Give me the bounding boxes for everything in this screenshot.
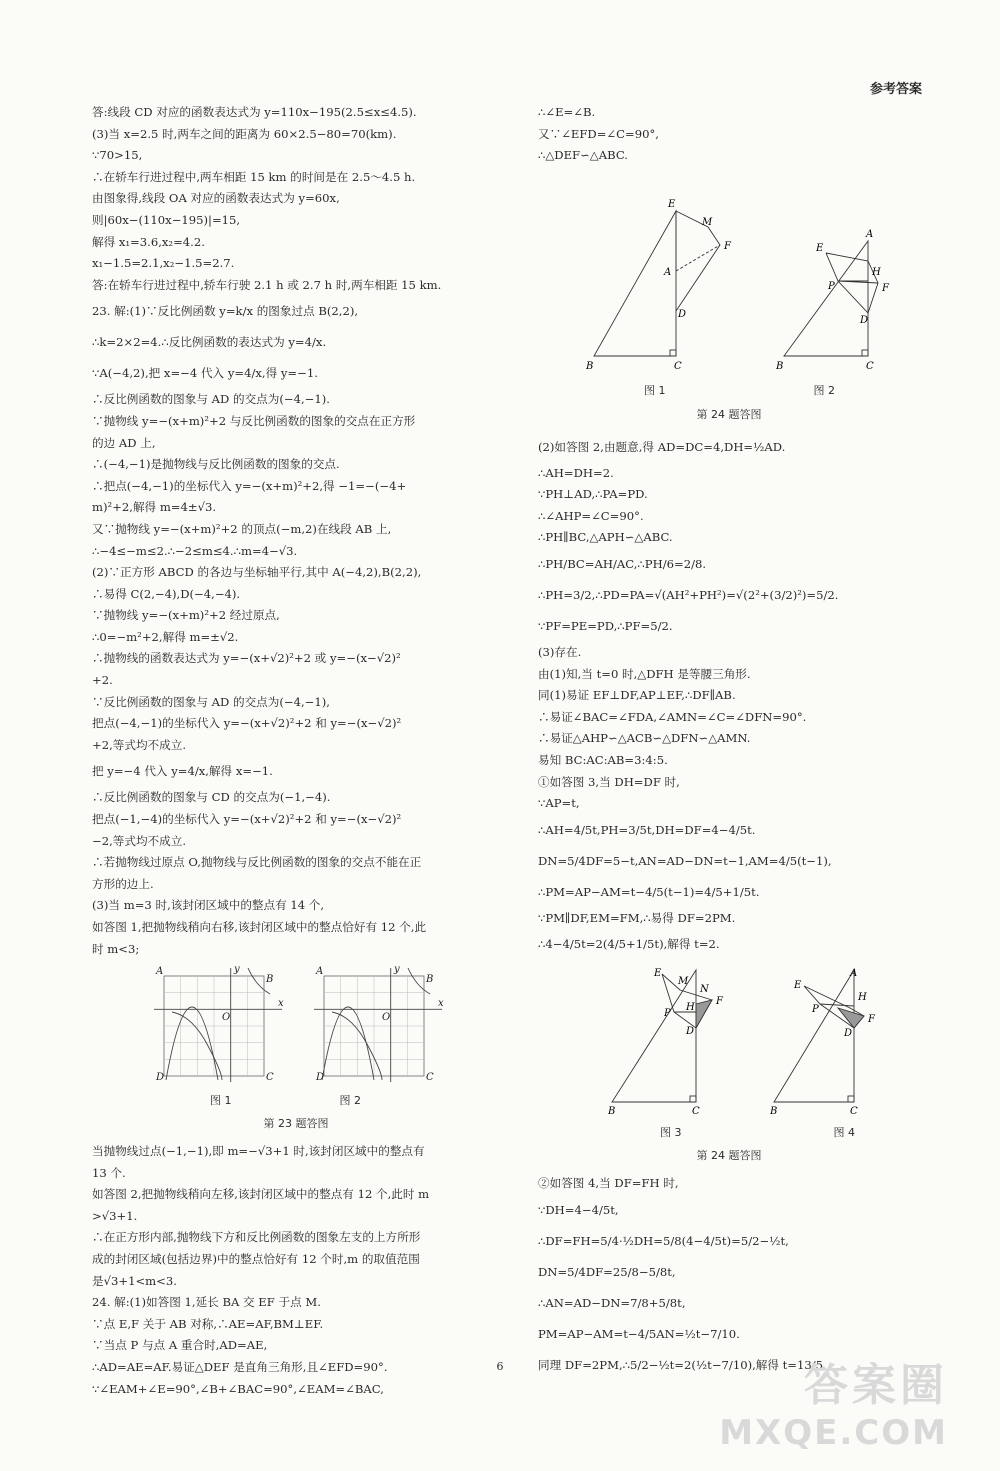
figure-24-bottom-caption: 第 24 题答图 — [696, 1149, 762, 1163]
fig2-label-O: O — [382, 1012, 391, 1024]
text-line: ∴反比例函数的图象与 CD 的交点为(−1,−4). — [92, 790, 331, 805]
fig24-3-label-N: N — [700, 984, 709, 996]
fig2-label-A: A — [316, 966, 324, 978]
right-text-block-a — [538, 102, 920, 167]
text-line: ∴抛物线的函数表达式为 y=−(x+√2)²+2 或 y=−(x−√2)² — [92, 651, 401, 666]
fig1-label-O: O — [222, 1012, 231, 1024]
left-column — [92, 102, 500, 1400]
fig24-4-label-D: D — [844, 1028, 853, 1040]
text-line: ∴AD=AE=AF.易证△DEF 是直角三角形,且∠EFD=90°. — [92, 1359, 388, 1374]
text-line: (3)存在. — [538, 644, 582, 659]
text-line: ②如答图 4,当 DF=FH 时, — [538, 1176, 679, 1191]
fig2-label-y: y — [394, 964, 400, 976]
text-line: ∴4−4/5t=2(4/5+1/5t),解得 t=2. — [538, 937, 720, 952]
text-line: +2,等式均不成立. — [92, 737, 187, 752]
text-line: ∴反比例函数的图象与 AD 的交点为(−4,−1). — [92, 392, 330, 407]
graph-fig1 — [154, 968, 282, 1082]
text-line: ∴易证∠BAC=∠FDA,∠AMN=∠C=∠DFN=90°. — [538, 709, 807, 724]
fig24-4-label-A: A — [850, 968, 858, 980]
figure-24-top-graphs — [538, 171, 918, 381]
text-line: ∴0=−m²+2,解得 m=±√2. — [92, 629, 239, 644]
page-header-title: 参考答案 — [869, 82, 922, 97]
text-line: ∴在正方形内部,抛物线下方和反比例函数的图象左支的上方所形 — [92, 1230, 421, 1245]
text-line: 同理 DF=2PM,∴5/2−½t=2(½t−7/10),解得 t=13/5. — [538, 1357, 827, 1372]
text-line: ∴−4≤−m≤2.∴−2≤m≤4.∴m=4−√3. — [92, 543, 298, 558]
site-watermark — [719, 1349, 948, 1453]
fig1-label-C: C — [266, 1072, 274, 1083]
text-line: ∴(−4,−1)是抛物线与反比例函数的图象的交点. — [92, 457, 340, 472]
text-line: ∴在轿车行进过程中,两车相距 15 km 的时间是在 2.5～4.5 h. — [92, 169, 416, 184]
fig24-3-label-B: B — [608, 1106, 616, 1115]
text-line: ∴∠E=∠B. — [538, 105, 596, 119]
text-line: ∴PH=3/2,∴PD=PA=√(AH²+PH²)=√(2²+(3/2)²)=5/2. — [538, 587, 839, 602]
text-line: 把点(−4,−1)的坐标代入 y=−(x+√2)²+2 和 y=−(x−√2)² — [92, 716, 402, 731]
fig1-label-B: B — [266, 974, 274, 986]
text-line: 成的封闭区域(包括边界)中的整点恰好有 12 个时,m 的取值范围 — [92, 1251, 420, 1266]
text-line: ∴若抛物线过原点 O,抛物线与反比例函数的图象的交点不能在正 — [92, 855, 422, 870]
text-line: 又∵∠EFD=∠C=90°, — [538, 126, 659, 141]
fig24-2-label-P: P — [828, 280, 835, 292]
fig2-label-x: x — [438, 998, 444, 1010]
text-line: ∵反比例函数的图象与 AD 的交点为(−4,−1), — [92, 694, 330, 709]
text-line: +2. — [92, 673, 113, 688]
fig24-4-label-B: B — [770, 1106, 778, 1115]
fig24-1-label-A: A — [664, 266, 672, 278]
text-line: x₁−1.5=2.1,x₂−1.5=2.7. — [92, 256, 235, 271]
fig24-4-label-E: E — [794, 980, 802, 992]
fig24-1-label-D: D — [678, 308, 687, 320]
text-line: ∴∠AHP=∠C=90°. — [538, 508, 644, 523]
fig24-2-label-A: A — [866, 228, 874, 240]
text-line: 如答图 1,把抛物线稍向右移,该封闭区域中的整点恰好有 12 个,此 — [92, 920, 427, 934]
text-line: ∵PH⊥AD,∴PA=PD. — [538, 487, 648, 502]
text-line: ∵AP=t, — [538, 796, 580, 811]
fig2-label-D: D — [316, 1072, 325, 1083]
fig24-4-label-C: C — [850, 1106, 858, 1115]
text-line: ∵∠EAM+∠E=90°,∠B+∠BAC=90°,∠EAM=∠BAC, — [92, 1381, 384, 1396]
text-line: 23. 解:(1)∵反比例函数 y=k/x 的图象过点 B(2,2), — [92, 304, 359, 319]
graph-fig2 — [314, 968, 442, 1082]
figure-24-bottom-graphs — [538, 964, 918, 1114]
fig24-2-label-F: F — [882, 282, 889, 294]
fig24-2-label-C: C — [866, 360, 874, 372]
text-line: ∵A(−4,2),把 x=−4 代入 y=4/x,得 y=−1. — [92, 366, 318, 381]
text-line: >√3+1. — [92, 1208, 138, 1223]
fig24-2-label-D: D — [860, 314, 869, 326]
text-line: ∴AH=DH=2. — [538, 465, 614, 480]
text-line: ∴易得 C(2,−4),D(−4,−4). — [92, 586, 241, 601]
text-line: (3)当 x=2.5 时,两车之间的距离为 60×2.5−80=70(km). — [92, 126, 397, 141]
text-line: DN=5/4DF=25/8−5/8t, — [538, 1264, 676, 1279]
fig23-2-label: 图 2 — [339, 1093, 361, 1107]
fig24-2-label-B: B — [776, 360, 784, 372]
text-line: ∵PM∥DF,EM=FM,∴易得 DF=2PM. — [538, 910, 736, 925]
fig23-1-label: 图 1 — [210, 1093, 232, 1107]
text-line: (2)∵正方形 ABCD 的各边与坐标轴平行,其中 A(−4,2),B(2,2), — [92, 565, 422, 580]
fig24-3-label-M: M — [678, 976, 689, 988]
text-line: 把点(−1,−4)的坐标代入 y=−(x+√2)²+2 和 y=−(x−√2)² — [92, 812, 402, 827]
figure-23-caption: 第 23 题答图 — [263, 1117, 329, 1131]
text-line: ∵DH=4−4/5t, — [538, 1202, 619, 1217]
text-line: ∵PF=PE=PD,∴PF=5/2. — [538, 618, 673, 633]
fig24-1-label-F: F — [724, 240, 731, 252]
text-line: 同(1)易证 EF⊥DF,AP⊥EF,∴DF∥AB. — [538, 688, 736, 703]
fig24-1-label-C: C — [674, 360, 682, 372]
fig24-4-label-P: P — [812, 1004, 819, 1016]
text-line: ∵抛物线 y=−(x+m)²+2 与反比例函数的图象的交点在正方形 — [92, 413, 416, 428]
figure-23-graphs — [152, 964, 452, 1082]
fig1-label-A: A — [156, 966, 164, 978]
figure-24-bottom — [538, 964, 920, 1143]
text-line: 是√3+1<m<3. — [92, 1273, 177, 1288]
right-column — [538, 102, 920, 1381]
fig24-2-caption: 图 2 — [813, 384, 835, 398]
fig24-1-label-B: B — [586, 360, 594, 372]
text-line: 如答图 2,把抛物线稍向左移,该封闭区域中的整点有 12 个,此时 m — [92, 1187, 430, 1202]
fig1-label-y: y — [234, 964, 240, 976]
text-line: 易知 BC:AC:AB=3:4:5. — [538, 752, 668, 767]
watermark-url: MXQE.COM — [719, 1413, 948, 1453]
watermark-logo-text: 答案圈 — [804, 1360, 948, 1411]
text-line: 24. 解:(1)如答图 1,延长 BA 交 EF 于点 M. — [92, 1295, 321, 1310]
text-line: 的边 AD 上, — [92, 435, 156, 450]
text-line: ∴PH/BC=AH/AC,∴PH/6=2/8. — [538, 556, 707, 571]
fig2-label-C: C — [426, 1072, 434, 1083]
text-line: 时 m<3; — [92, 941, 140, 956]
fig24-3-label-F: F — [716, 996, 723, 1008]
fig1-label-x: x — [278, 998, 284, 1010]
right-text-block-b — [538, 432, 920, 961]
text-line: ∴DF=FH=5/4·½DH=5/8(4−4/5t)=5/2−½t, — [538, 1233, 789, 1248]
text-line: 则|60x−(110x−195)|=15, — [92, 212, 241, 227]
fig24-3-caption: 图 3 — [660, 1125, 682, 1139]
text-line: ∴△DEF∽△ABC. — [538, 148, 628, 163]
fig24-2-label-H: H — [872, 266, 881, 278]
fig24-2-label-E: E — [816, 242, 824, 254]
text-line: DN=5/4DF=5−t,AN=AD−DN=t−1,AM=4/5(t−1), — [538, 853, 832, 868]
text-line: ∵抛物线 y=−(x+m)²+2 经过原点, — [92, 608, 280, 623]
text-line: ∴PM=AP−AM=t−4/5(t−1)=4/5+1/5t. — [538, 884, 760, 899]
text-line: 答:在轿车行进过程中,轿车行驶 2.1 h 或 2.7 h 时,两车相距 15 km. — [92, 277, 442, 292]
text-line: PM=AP−AM=t−4/5AN=½t−7/10. — [538, 1326, 740, 1341]
fig24-1-label-M: M — [702, 216, 713, 228]
fig24-1-caption: 图 1 — [644, 384, 666, 398]
text-line: 由图象得,线段 OA 对应的函数表达式为 y=60x, — [92, 191, 340, 206]
text-line: 方形的边上. — [92, 876, 154, 891]
left-text-block-a — [92, 102, 500, 960]
text-line: m)²+2,解得 m=4±√3. — [92, 500, 217, 515]
fig24-4-caption: 图 4 — [833, 1125, 855, 1139]
fig24-1-label-E: E — [668, 198, 676, 210]
figure-23 — [92, 964, 500, 1111]
fig24-1-shape — [594, 211, 720, 356]
text-line: ∴PH∥BC,△APH∽△ABC. — [538, 530, 673, 545]
text-line: ∵当点 P 与点 A 重合时,AD=AE, — [92, 1338, 268, 1353]
text-line: 13 个. — [92, 1165, 126, 1180]
fig2-label-B: B — [426, 974, 434, 986]
fig1-label-D: D — [156, 1072, 165, 1083]
text-line: ∵点 E,F 关于 AB 对称,∴AE=AF,BM⊥EF. — [92, 1316, 324, 1331]
figure-24-top-caption: 第 24 题答图 — [696, 407, 762, 421]
fig24-3-label-C: C — [692, 1106, 700, 1115]
text-line: ①如答图 3,当 DH=DF 时, — [538, 774, 680, 789]
text-line: 把 y=−4 代入 y=4/x,解得 x=−1. — [92, 764, 273, 779]
fig24-3-label-D: D — [686, 1026, 695, 1038]
fig24-3-shape — [612, 970, 712, 1102]
text-line: 又∵抛物线 y=−(x+m)²+2 的顶点(−m,2)在线段 AB 上, — [92, 521, 392, 536]
fig24-3-label-P: P — [664, 1008, 671, 1020]
page-number: 6 — [496, 1360, 504, 1373]
text-line: ∴易证△AHP∽△ACB∽△DFN∽△AMN. — [538, 731, 751, 746]
text-line: (2)如答图 2,由题意,得 AD=DC=4,DH=½AD. — [538, 439, 786, 454]
text-line: (3)当 m=3 时,该封闭区域中的整点有 14 个, — [92, 898, 325, 913]
text-line: 答:线段 CD 对应的函数表达式为 y=110x−195(2.5≤x≤4.5). — [92, 105, 417, 119]
figure-24-top — [538, 171, 920, 402]
text-line: ∴把点(−4,−1)的坐标代入 y=−(x+m)²+2,得 −1=−(−4+ — [92, 478, 407, 493]
fig24-4-label-F: F — [868, 1014, 875, 1026]
text-line: ∴k=2×2=4.∴反比例函数的表达式为 y=4/x. — [92, 335, 327, 350]
fig24-3-label-E: E — [654, 968, 662, 980]
text-line: ∵70>15, — [92, 148, 143, 163]
fig24-4-label-H: H — [858, 992, 867, 1004]
text-line: 由(1)知,当 t=0 时,△DFH 是等腰三角形. — [538, 666, 751, 681]
text-line: 当抛物线过点(−1,−1),即 m=−√3+1 时,该封闭区域中的整点有 — [92, 1143, 425, 1158]
fig24-2-shape — [784, 241, 878, 356]
text-line: ∴AN=AD−DN=7/8+5/8t, — [538, 1295, 686, 1310]
text-line: 解得 x₁=3.6,x₂=4.2. — [92, 234, 205, 249]
text-line: −2,等式均不成立. — [92, 833, 187, 848]
text-line: ∴AH=4/5t,PH=3/5t,DH=DF=4−4/5t. — [538, 822, 756, 837]
fig24-3-label-H: H — [686, 1002, 695, 1014]
